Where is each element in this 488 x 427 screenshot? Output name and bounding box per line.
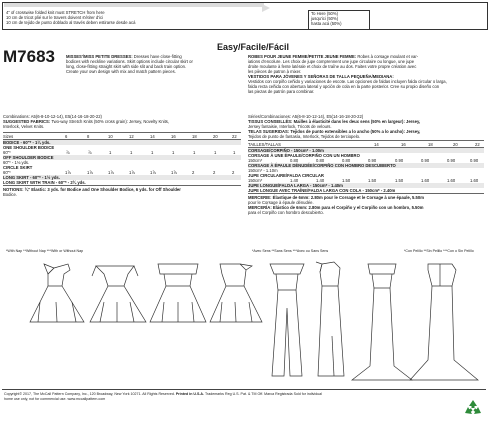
footer-trademarks: Trademarks Reg U.S. Pat. & TM Off. Marca Registrada: [204, 392, 293, 396]
left-row-long-skirt: LONG SKIRT - 60"* - 1½ yds.: [3, 175, 241, 180]
left-size-16: 16: [171, 134, 176, 139]
left-row-one-shoulder-vals: [3, 150, 241, 155]
right-desc-fr-2: iations d'encolure. Les choix de jupe comprennent une jupe circulaire ou longue, une jupe: [248, 59, 415, 64]
right-cs-val: 1.50: [342, 178, 351, 183]
left-size-12: 12: [129, 134, 134, 139]
left-os-val: 1: [172, 150, 175, 155]
right-size-18: 18: [428, 142, 433, 147]
right-yardage-table: [248, 140, 484, 215]
right-row-long-skirt: JUPE LONGUE/FALDA LARGA - 150cm* - 1.40m: [248, 183, 484, 188]
right-cs-width: 150cm*: [248, 178, 263, 183]
stretch-bar: [4, 3, 264, 7]
right-fabrics-es-2: Tejidos de punto de fantasía, Interlock, Tejidos de terciopelo.: [248, 134, 361, 139]
left-combos: Combinations: A5(6-8-10-12-14), E5(14-16-18-20-22): [3, 114, 102, 119]
stretch-arrow-icon: [262, 4, 270, 12]
right-row-bodice: CORSAGE/CORPIÑO - 150cm* - 1.00m: [248, 148, 484, 153]
right-desc-es-1: Vestidos con corpiño ceñido y variaciones de escote. Las opciones de faldas incluyen falda circular o larga,: [248, 79, 447, 84]
right-cs-val: 1.50: [395, 178, 404, 183]
left-fabrics-text: Two-way Stretch Knits (50% cross grain): Jersey, Novelty Knits,: [51, 119, 170, 124]
left-os-val: ⅞: [66, 150, 70, 155]
right-size-22: 22: [475, 142, 480, 147]
pattern-number: M7683: [3, 47, 55, 66]
left-cs-val: 1⅞: [65, 170, 71, 175]
left-cs-val: 1⅞: [108, 170, 114, 175]
right-row-one-shoulder-vals: [248, 158, 484, 163]
right-row-one-shoulder: CORSAGE À UNE ÉPAULE/CORPIÑO CON UN HOMBRO: [248, 153, 360, 158]
right-merc-es: MERCERÍA: Elástico de 6mm: 2.80m para el Corpiño y el Corpiño con un hombro, 5.50m: [248, 205, 424, 210]
left-cs-val: 1⅞: [129, 170, 135, 175]
technical-drawings: [0, 256, 488, 386]
right-merc-es-2: para el Corpiño con hombro descubierto.: [248, 210, 324, 215]
left-os-val: 1: [193, 150, 196, 155]
right-nap-legend: *Avec Sens **Sans Sens ***Avec ou Sans Sens: [252, 249, 329, 253]
right-size-20: 20: [453, 142, 458, 147]
left-os-val: 1: [151, 150, 154, 155]
footer-copyright: Copyright© 2017, The McCall Pattern Company, Inc., 120 Broadway, New York 10271. All Rights Reserved.: [4, 392, 175, 396]
right-fabrics-fr-2: Jersey fantaisie, Interlock, Tricots de velours.: [248, 124, 332, 129]
right-cs-val: 1.40: [316, 178, 325, 183]
left-size-22: 22: [232, 134, 237, 139]
right-os-val: 0.90: [470, 158, 479, 163]
right-sizes-label: TAILLES/TALLAS: [248, 142, 281, 147]
here-fr: jusqu'ici (50%): [311, 16, 339, 21]
right-row-off-shoulder-m: 150cm* - 1.10m: [248, 168, 278, 173]
left-os-val: 1: [130, 150, 133, 155]
left-notions-2: Bodice.: [3, 192, 17, 197]
left-desc-line-4: Create your own design with mix and match pattern pieces.: [66, 69, 176, 74]
stretch-line-3: 10 cm de tejido de punto doblado al través deben estirarse desde acá: [6, 20, 136, 25]
right-os-width: 150cm*: [248, 158, 263, 163]
right-desc-es-3: las piezas de patrón para combinar.: [248, 89, 315, 94]
here-en: To Here (50%): [311, 11, 338, 16]
stretch-line-2: 10 cm de tricot plié sur le travers doivent s'étirer d'ici: [6, 15, 104, 20]
left-os-val: 1: [214, 150, 217, 155]
left-row-bodice: BODICE - 60"* - 1¼ yds.: [3, 140, 241, 145]
left-row-off-shoulder: OFF SHOULDER BODICE: [3, 155, 241, 160]
left-os-val: 1: [109, 150, 112, 155]
left-yardage-table: [3, 132, 241, 197]
right-fabrics-es: TELAS SUGERIDAS: Tejidos de punto extensibles a lo ancho (50% a lo ancho): Jersey,: [248, 129, 421, 134]
footer-printed: Printed in U.S.A.: [175, 392, 204, 396]
right-os-val: 0.80: [290, 158, 299, 163]
left-nap-legend: *With Nap **Without Nap ***With or Without Nap: [6, 249, 84, 253]
view-b-front: [90, 266, 146, 322]
left-row-one-shoulder-width: 60"*: [3, 150, 11, 155]
difficulty-label: Easy/Facile/Fácil: [217, 42, 290, 52]
right-desc-es-2: falda recta ceñida con abertura lateral y opción de cola en la parte posterior. Cree su propio diseño con: [248, 84, 440, 89]
left-os-val: 1: [233, 150, 236, 155]
right-merc-fr-2: pour le Corsage à épaule dénudée.: [248, 200, 314, 205]
left-cs-val: 2: [232, 170, 235, 175]
right-cs-val: 1.60: [421, 178, 430, 183]
left-cs-val: 2: [213, 170, 216, 175]
recycle-icon: [462, 398, 484, 420]
right-row-off-shoulder: CORSAGE À ÉPAULE DÉNUDÉE/CORPIÑO CON HOMBRO DESCUBIERTO: [248, 163, 484, 168]
right-desc-fr-text-0: Robes à corsage moulant et var-: [357, 54, 419, 59]
right-cs-val: 1.40: [290, 178, 299, 183]
left-row-circle-skirt: CIRCLE SKIRT: [3, 165, 33, 170]
right-size-14: 14: [374, 142, 379, 147]
right-row-long-skirt-train: JUPE LONGUE AVEC TRAÎNE/FALDA LARGA CON COLA - 150cm* - 2.40m: [248, 188, 396, 193]
right-desc-fr-4: les pièces de patron à mixer.: [248, 69, 302, 74]
right-os-val: 0.80: [342, 158, 351, 163]
footer-sold: Sold for individual: [293, 392, 322, 396]
left-size-10: 10: [108, 134, 113, 139]
left-size-20: 20: [213, 134, 218, 139]
left-row-circle-width: 60"*: [3, 170, 11, 175]
left-os-val: ⅞: [88, 150, 92, 155]
view-e-front: [270, 264, 304, 376]
right-desc-es-title: VESTIDOS PARA JÓVENES Y SEÑORAS DE TALLA PEQUEÑA/MEDIANA:: [248, 74, 394, 79]
left-row-off-shoulder-yd: 60"* - 1⅛ yds.: [3, 160, 30, 165]
right-nap-legend-es: *Con Pelillo **Sin Pelillo ***Con o Sin Pelillo: [404, 249, 474, 253]
right-fabrics-fr: TISSUS CONSEILLÉS: Mailles à élasticité dans les deux sens (50% en largeur): Jersey,: [248, 119, 421, 124]
right-row-circle: JUPE CIRCULAIRE/FALDA CIRCULAR: [248, 173, 324, 178]
left-size-6: 6: [65, 134, 68, 139]
view-a-front: [30, 264, 84, 322]
left-sizes-label: Sizes: [3, 134, 14, 139]
left-notions-text: NOTIONS: ¾" Elastic: 3 yds. for Bodice and One Shoulder Bodice, 6 yds. for Off Shoulder: [3, 187, 181, 192]
view-g-back: [352, 264, 412, 380]
right-os-val: 0.90: [395, 158, 404, 163]
right-os-val: 0.90: [368, 158, 377, 163]
left-size-18: 18: [192, 134, 197, 139]
left-desc-line-2: bodices with neckline variations. Skirt options include circular skirt or: [66, 59, 193, 64]
right-os-val: 0.90: [447, 158, 456, 163]
left-desc-text-0: Dresses have close-fitting: [133, 54, 182, 59]
right-cs-val: 1.60: [470, 178, 479, 183]
stretch-line-1: 4" of crosswise folded knit must STRETCH from here: [6, 10, 105, 15]
left-cs-val: 1⅞: [150, 170, 156, 175]
left-row-long-skirt-train: LONG SKIRT WITH TRAIN - 60"* - 2¾ yds.: [3, 180, 86, 185]
footer-line-2: home use only, not for commercial use. www.mccallpattern.com: [4, 397, 106, 401]
left-size-8: 8: [87, 134, 90, 139]
left-size-header: [3, 133, 241, 139]
left-row-circle-vals: [3, 170, 241, 175]
left-cs-val: 1⅞: [87, 170, 93, 175]
right-desc-fr-title: ROBES POUR JEUNE FEMME/PETITE JEUNE FEMME:: [248, 54, 357, 59]
right-size-header: [248, 141, 484, 147]
left-cs-val: 1⅞: [171, 170, 177, 175]
view-f-front: [316, 262, 344, 376]
right-cs-val: 1.60: [447, 178, 456, 183]
left-row-one-shoulder: ONE SHOULDER BODICE: [3, 145, 55, 150]
left-fabrics-2: Interlock, Velvet Knits.: [3, 124, 45, 129]
footer-line-1: [4, 392, 322, 396]
right-combos: Séries/Combinaciones: A5(6-8-10-12-14), E5(14-16-18-20-22): [248, 114, 364, 119]
view-h-back: [410, 264, 478, 380]
left-size-14: 14: [150, 134, 155, 139]
right-os-val: 0.80: [316, 158, 325, 163]
here-es: hasta acá (50%): [311, 21, 342, 26]
right-desc-fr-3: droite moulante à fente latérale et choix de traîne au dos. Faites votre propre création avec: [248, 64, 417, 69]
view-d-back: [210, 264, 262, 322]
left-fabrics-label: SUGGESTED FABRICS:: [3, 119, 51, 124]
right-row-circle-vals: [248, 178, 484, 183]
right-merc-fr: MERCERIE: Élastique de 6mm: 2.80m pour le Corsage et le Corsage à une épaule, 5.50m: [248, 195, 424, 200]
left-cs-val: 2: [192, 170, 195, 175]
left-desc-title: MISSES'/MISS PETITE DRESSES:: [66, 54, 133, 59]
left-desc-line-3: long, close-fitting straight skirt with side slit and back train option.: [66, 64, 187, 69]
view-c-front: [150, 264, 206, 322]
right-cs-val: 1.50: [368, 178, 377, 183]
right-os-val: 0.90: [421, 158, 430, 163]
right-size-16: 16: [401, 142, 406, 147]
